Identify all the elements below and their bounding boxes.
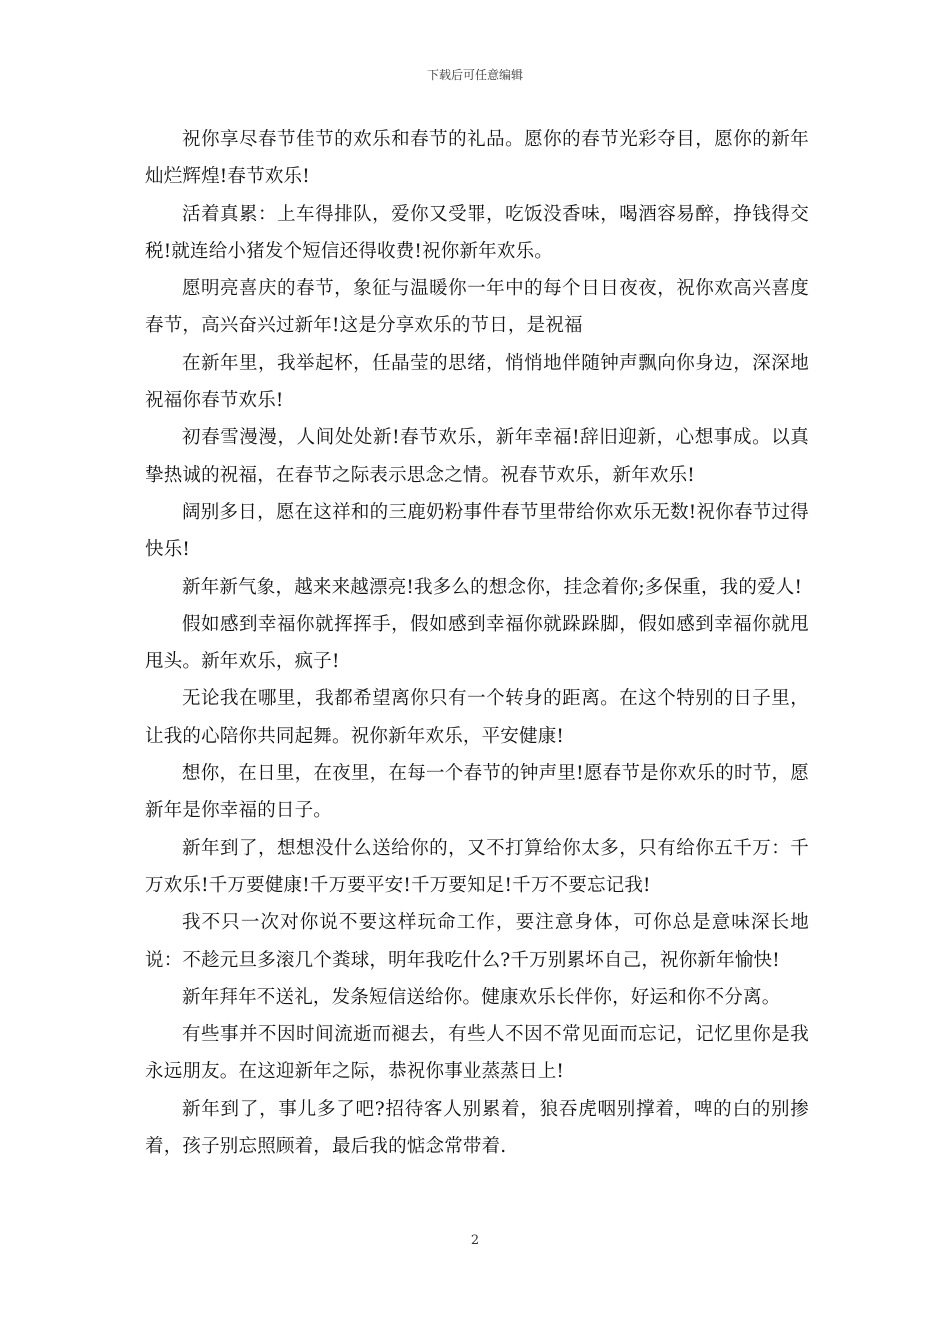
- paragraph: 活着真累：上车得排队，爱你又受罪，吃饭没香味，喝酒容易醉，挣钱得交税!就连给小猪发个短信还得收费!祝你新年欢乐。: [145, 203, 809, 262]
- page-number: 2: [470, 1233, 480, 1248]
- paragraph: 新年到了，事儿多了吧?招待客人别累着，狼吞虎咽别撑着，啤的白的别掺着，孩子别忘照顾着，最后我的惦念常带着.: [145, 1098, 809, 1158]
- paragraph: 祝你享尽春节佳节的欢乐和春节的礼品。愿你的春节光彩夺目，愿你的新年灿烂辉煌!春节欢乐!: [145, 129, 809, 188]
- paragraph: 愿明亮喜庆的春节，象征与温暖你一年中的每个日日夜夜，祝你欢高兴喜度春节，高兴奋兴过新年!这是分享欢乐的节日，是祝福: [145, 278, 809, 337]
- paragraph: 新年到了，想想没什么送给你的，又不打算给你太多，只有给你五千万：千万欢乐!千万要健康!千万要平安!千万要知足!千万不要忘记我!: [145, 837, 809, 896]
- paragraph: 无论我在哪里，我都希望离你只有一个转身的距离。在这个特别的日子里，让我的心陪你共同起舞。祝你新年欢乐，平安健康!: [145, 688, 809, 747]
- paragraph: 有些事并不因时间流逝而褪去，有些人不因不常见面而忘记，记忆里你是我永远朋友。在这迎新年之际，恭祝你事业蒸蒸日上!: [145, 1024, 809, 1083]
- paragraph: 假如感到幸福你就挥挥手，假如感到幸福你就跺跺脚，假如感到幸福你就甩甩头。新年欢乐，疯子!: [145, 613, 809, 673]
- paragraph: 想你，在日里，在夜里，在每一个春节的钟声里!愿春节是你欢乐的时节，愿新年是你幸福的日子。: [145, 763, 809, 822]
- paragraph: 在新年里，我举起杯，任晶莹的思绪，悄悄地伴随钟声飘向你身边，深深地祝福你春节欢乐!: [145, 352, 809, 412]
- paragraph: 阔别多日，愿在这祥和的三鹿奶粉事件春节里带给你欢乐无数!祝你春节过得快乐!: [145, 501, 809, 561]
- paragraph: 新年拜年不送礼，发条短信送给你。健康欢乐长伴你，好运和你不分离。: [182, 986, 781, 1008]
- page-header: 下载后可任意编辑: [426, 68, 523, 82]
- paragraph: 我不只一次对你说不要这样玩命工作，要注意身体，可你总是意味深长地说：不趁元旦多滚几个粪球，明年我吃什么?千万别累坏自己，祝你新年愉快!: [145, 912, 809, 971]
- paragraph: 新年新气象，越来来越漂亮!我多么的想念你，挂念着你;多保重，我的爱人!: [182, 576, 803, 598]
- paragraph: 初春雪漫漫，人间处处新!春节欢乐，新年幸福!辞旧迎新，心想事成。以真挚热诚的祝福，在春节之际表示思念之情。祝春节欢乐，新年欢乐!: [145, 427, 809, 486]
- document-body: [145, 121, 809, 1165]
